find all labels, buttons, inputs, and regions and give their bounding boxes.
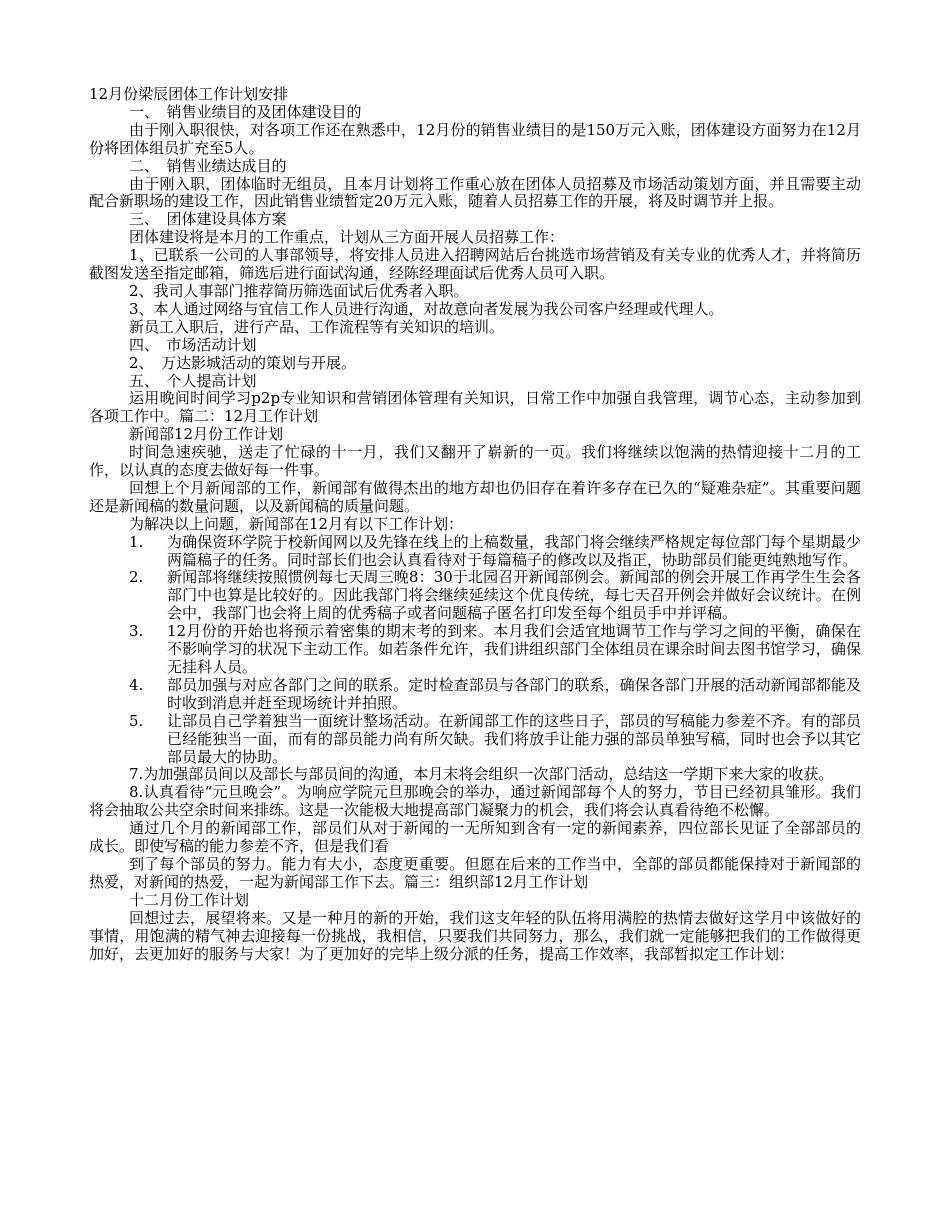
org-paragraph-1: 回想过去，展望将来。又是一种月的新的开始，我们这支年轻的队伍将用满腔的热情去做好这学月中该做好的事情，用饱满的精气神去迎接每一份挑战，我相信，只要我们共同努力，那么，我们就一定能够把我们的工作做得更加好，去更加好的服务与大家！为了更加好的完毕上级分派的任务，提高工作效率，我部暂拟定工作计划： [89, 908, 861, 963]
list-item-text: 让部员自己学着独当一面统计整场活动。在新闻部工作的这些日子，部员的写稿能力参差不齐。有的部员已经能独当一面，而有的部员能力尚有所欠缺。我们将放手让能力强的部员单独写稿，同时也会予以其它部员最大的协助。 [167, 711, 861, 766]
section-4-item: 2、 万达影城活动的策划与开展。 [129, 353, 357, 372]
section-4-heading: 四、 市场活动计划 [129, 335, 257, 354]
section-3-item-1: 1、已联系一公司的人事部领导，将安排人员进入招聘网站后台挑选市场营销及有关专业的优秀人才，并将简历截图发送至指定邮箱，筛选后进行面试沟通，经陈经理面试后优秀人员可入职。 [89, 246, 861, 283]
news-paragraph-8: 8.认真看待“元旦晚会”。为响应学院元旦那晚会的举办，通过新闻部每个人的努力，节目已经初具雏形。我们将会抽取公共空余时间来排练。这是一次能极大地提高部门凝聚力的机会，我们将会认真看待绝不松懈。 [89, 783, 861, 820]
section-3-intro: 团体建设将是本月的工作重点，计划从三方面开展人员招募工作： [129, 228, 565, 247]
section-5-body: 运用晚间时间学习p2p专业知识和营销团体管理有关知识，日常工作中加强自我管理，调节心态，主动参加到各项工作中。篇二：12月工作计划 [89, 389, 861, 426]
list-item-text: 为确保资环学院于校新闻网以及先锋在线上的上稿数量，我部门将会继续严格规定每位部门每个星期最少两篇稿子的任务。同时部长们也会认真看待对于每篇稿子的修改以及指正，协助部员们能更纯熟地写作。 [167, 532, 861, 569]
section-3-heading: 三、 团体建设具体方案 [129, 210, 287, 229]
news-list-item [89, 677, 861, 713]
list-item-number: 1. [129, 532, 144, 551]
document-title: 12月份梁辰团体工作计划安排 [89, 85, 289, 103]
list-item-number: 4. [129, 675, 144, 694]
news-paragraph-2: 回想上个月新闻部的工作，新闻部有做得杰出的地方却也仍旧存在着许多存在已久的“疑难杂症”。其重要问题还是新闻稿的数量问题，以及新闻稿的质量问题。 [89, 478, 861, 515]
list-item-text: 部员加强与对应各部门之间的联系。定时检查部员与各部门的联系，确保各部门开展的活动新闻部都能及时收到消息并赶至现场统计并拍照。 [167, 675, 861, 712]
news-plan-title: 新闻部12月份工作计划 [129, 425, 284, 444]
section-2-heading: 二、 销售业绩达成目的 [129, 156, 287, 175]
section-3-training: 新员工入职后，进行产品、工作流程等有关知识的培训。 [129, 317, 505, 336]
section-3-item-2: 2、我司人事部门推荐简历筛选面试后优秀者入职。 [129, 281, 469, 300]
news-paragraph-10: 到了每个部员的努力。能力有大小，态度更重要。但愿在后来的工作当中，全部的部员都能保持对于新闻部的热爱，对新闻的热爱，一起为新闻部工作下去。篇三：组织部12月工作计划 [89, 854, 861, 891]
section-1-body: 由于刚入职很快，对各项工作还在熟悉中，12月份的销售业绩目的是150万元入账，团体建设方面努力在12月份将团体组员扩充至5人。 [89, 120, 861, 157]
section-3-item-3: 3、本人通过网络与宜信工作人员进行沟通，对故意向者发展为我公司客户经理或代理人。 [129, 299, 724, 318]
list-item-number: 5. [129, 711, 144, 730]
news-list-item [89, 534, 861, 570]
section-1-heading: 一、 销售业绩目的及团体建设目的 [129, 102, 362, 121]
list-item-number: 3. [129, 622, 144, 641]
section-5-heading: 五、 个人提高计划 [129, 371, 257, 390]
section-2-body: 由于刚入职，团体临时无组员，且本月计划将工作重心放在团体人员招募及市场活动策划方面，并且需要主动配合新职场的建设工作，因此销售业绩暂定20万元入账，随着人员招募工作的开展，将及时调节并上报。 [89, 174, 861, 211]
news-paragraph-7: 7.为加强部员间以及部长与部员间的沟通，本月末将会组织一次部门活动，总结这一学期下来大家的收获。 [129, 765, 834, 784]
list-item-text: 新闻部将继续按照惯例每七天周三晚8：30于北园召开新闻部例会。新闻部的例会开展工作再学生生会各部门中也算是比较好的。因此我部门将会继续延续这个优良传统，每七天召开例会并做好会议统计。在例会中，我部门也会将上周的优秀稿子或者问题稿子匿名打印发至每个组员手中并评稿。 [167, 568, 861, 623]
list-item-text: 12月份的开始也将预示着密集的期末考的到来。本月我们会适宜地调节工作与学习之间的平衡，确保在不影响学习的状况下主动工作。如若条件允许，我们讲组织部门全体组员在课余时间去图书馆学习，确保无挂科人员。 [167, 622, 861, 676]
news-list-item [89, 713, 861, 767]
list-item-number: 2. [129, 568, 144, 587]
news-list-item [89, 623, 861, 677]
org-plan-title: 十二月份工作计划 [129, 890, 250, 909]
news-paragraph-9: 通过几个月的新闻部工作，部员们从对于新闻的一无所知到含有一定的新闻素养，四位部长见证了全部部员的成长。即使写稿的能力参差不齐，但是我们看 [89, 819, 861, 856]
news-list-item [89, 569, 861, 623]
news-paragraph-1: 时间急速疾驰，送走了忙碌的十一月，我们又翻开了崭新的一页。我们将继续以饱满的热情迎接十二月的工作，以认真的态度去做好每一件事。 [89, 443, 861, 480]
news-paragraph-3: 为解决以上问题，新闻部在12月有以下工作计划： [129, 514, 464, 533]
document-page [89, 86, 861, 963]
